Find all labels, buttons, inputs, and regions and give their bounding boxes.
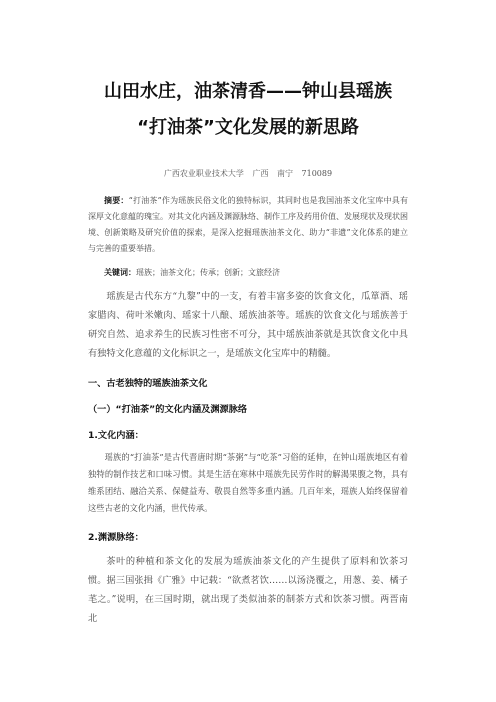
author-affiliation: 广西农业职业技术大学 广西 南宁 710089 bbox=[163, 169, 333, 178]
abstract-label: 摘要： bbox=[104, 195, 129, 205]
abstract bbox=[88, 192, 408, 257]
keywords bbox=[88, 267, 408, 278]
title-line-1: 山田水庄，油茶清香——钟山县瑶族 bbox=[104, 81, 392, 102]
section-heading-1: 一、古老独特的瑶族油茶文化 bbox=[88, 378, 208, 389]
paragraph-connotation: 瑶族的“打油茶”是古代晋唐时期“茶粥”与“吃茶”习俗的延伸，在钟山瑶族地区有着独特的制作技艺和口味习惯。其是生活在寒林中瑶族先民劳作时的解渴果腹之物，具有维系团结、融洽关系、保健益寿、敬畏自然等多重内涵。几百年来，瑶族人始终保留着这些古老的文化内涵，世代传承。 bbox=[88, 452, 408, 513]
heading-connotation: 1.文化内涵： bbox=[88, 430, 144, 441]
intro-paragraph: 瑶族是古代东方“九黎”中的一支，有着丰富多姿的饮食文化，瓜箪酒、瑶家腊肉、荷叶米嫩肉、瑶家十八酿、瑶族油茶等。瑶族的饮食文化与瑶族善于研究自然、追求养生的民族习性密不可分，其中瑶族油茶就是其饮食文化中具有独特文化意蕴的文化标识之一，是瑶族文化宝库中的精髓。 bbox=[88, 291, 408, 359]
heading-origin: 2.渊源脉络： bbox=[88, 532, 144, 543]
subsection-heading-1: （一）“打油茶”的文化内涵及渊源脉络 bbox=[88, 404, 248, 415]
paragraph-origin: 茶叶的种植和茶文化的发展为瑶族油茶文化的产生提供了原料和饮茶习惯。据三国张揖《广雅》中记载：“欲煮茗饮……以汤浇覆之，用葱、姜、橘子芼之。”说明，在三国时期，就出现了类似油茶的制茶方式和饮茶习惯。两晋南北 bbox=[88, 556, 408, 624]
keywords-label: 关键词： bbox=[104, 267, 136, 277]
keywords-text: 瑶族；油茶文化；传承；创新；文旅经济 bbox=[136, 268, 280, 277]
abstract-text: “打油茶”作为瑶族民俗文化的独特标识，其同时也是我国油茶文化宝库中具有深厚文化意蕴的瑰宝。对其文化内涵及渊源脉络、制作工序及药用价值、发展现状及现状困境、创新策略及研究价值的探索，是深入挖掘瑶族油茶文化、助力“非遗”文化体系的建立与完善的重要举措。 bbox=[88, 196, 408, 253]
title-line-2: “打油茶”文化发展的新思路 bbox=[137, 117, 359, 138]
